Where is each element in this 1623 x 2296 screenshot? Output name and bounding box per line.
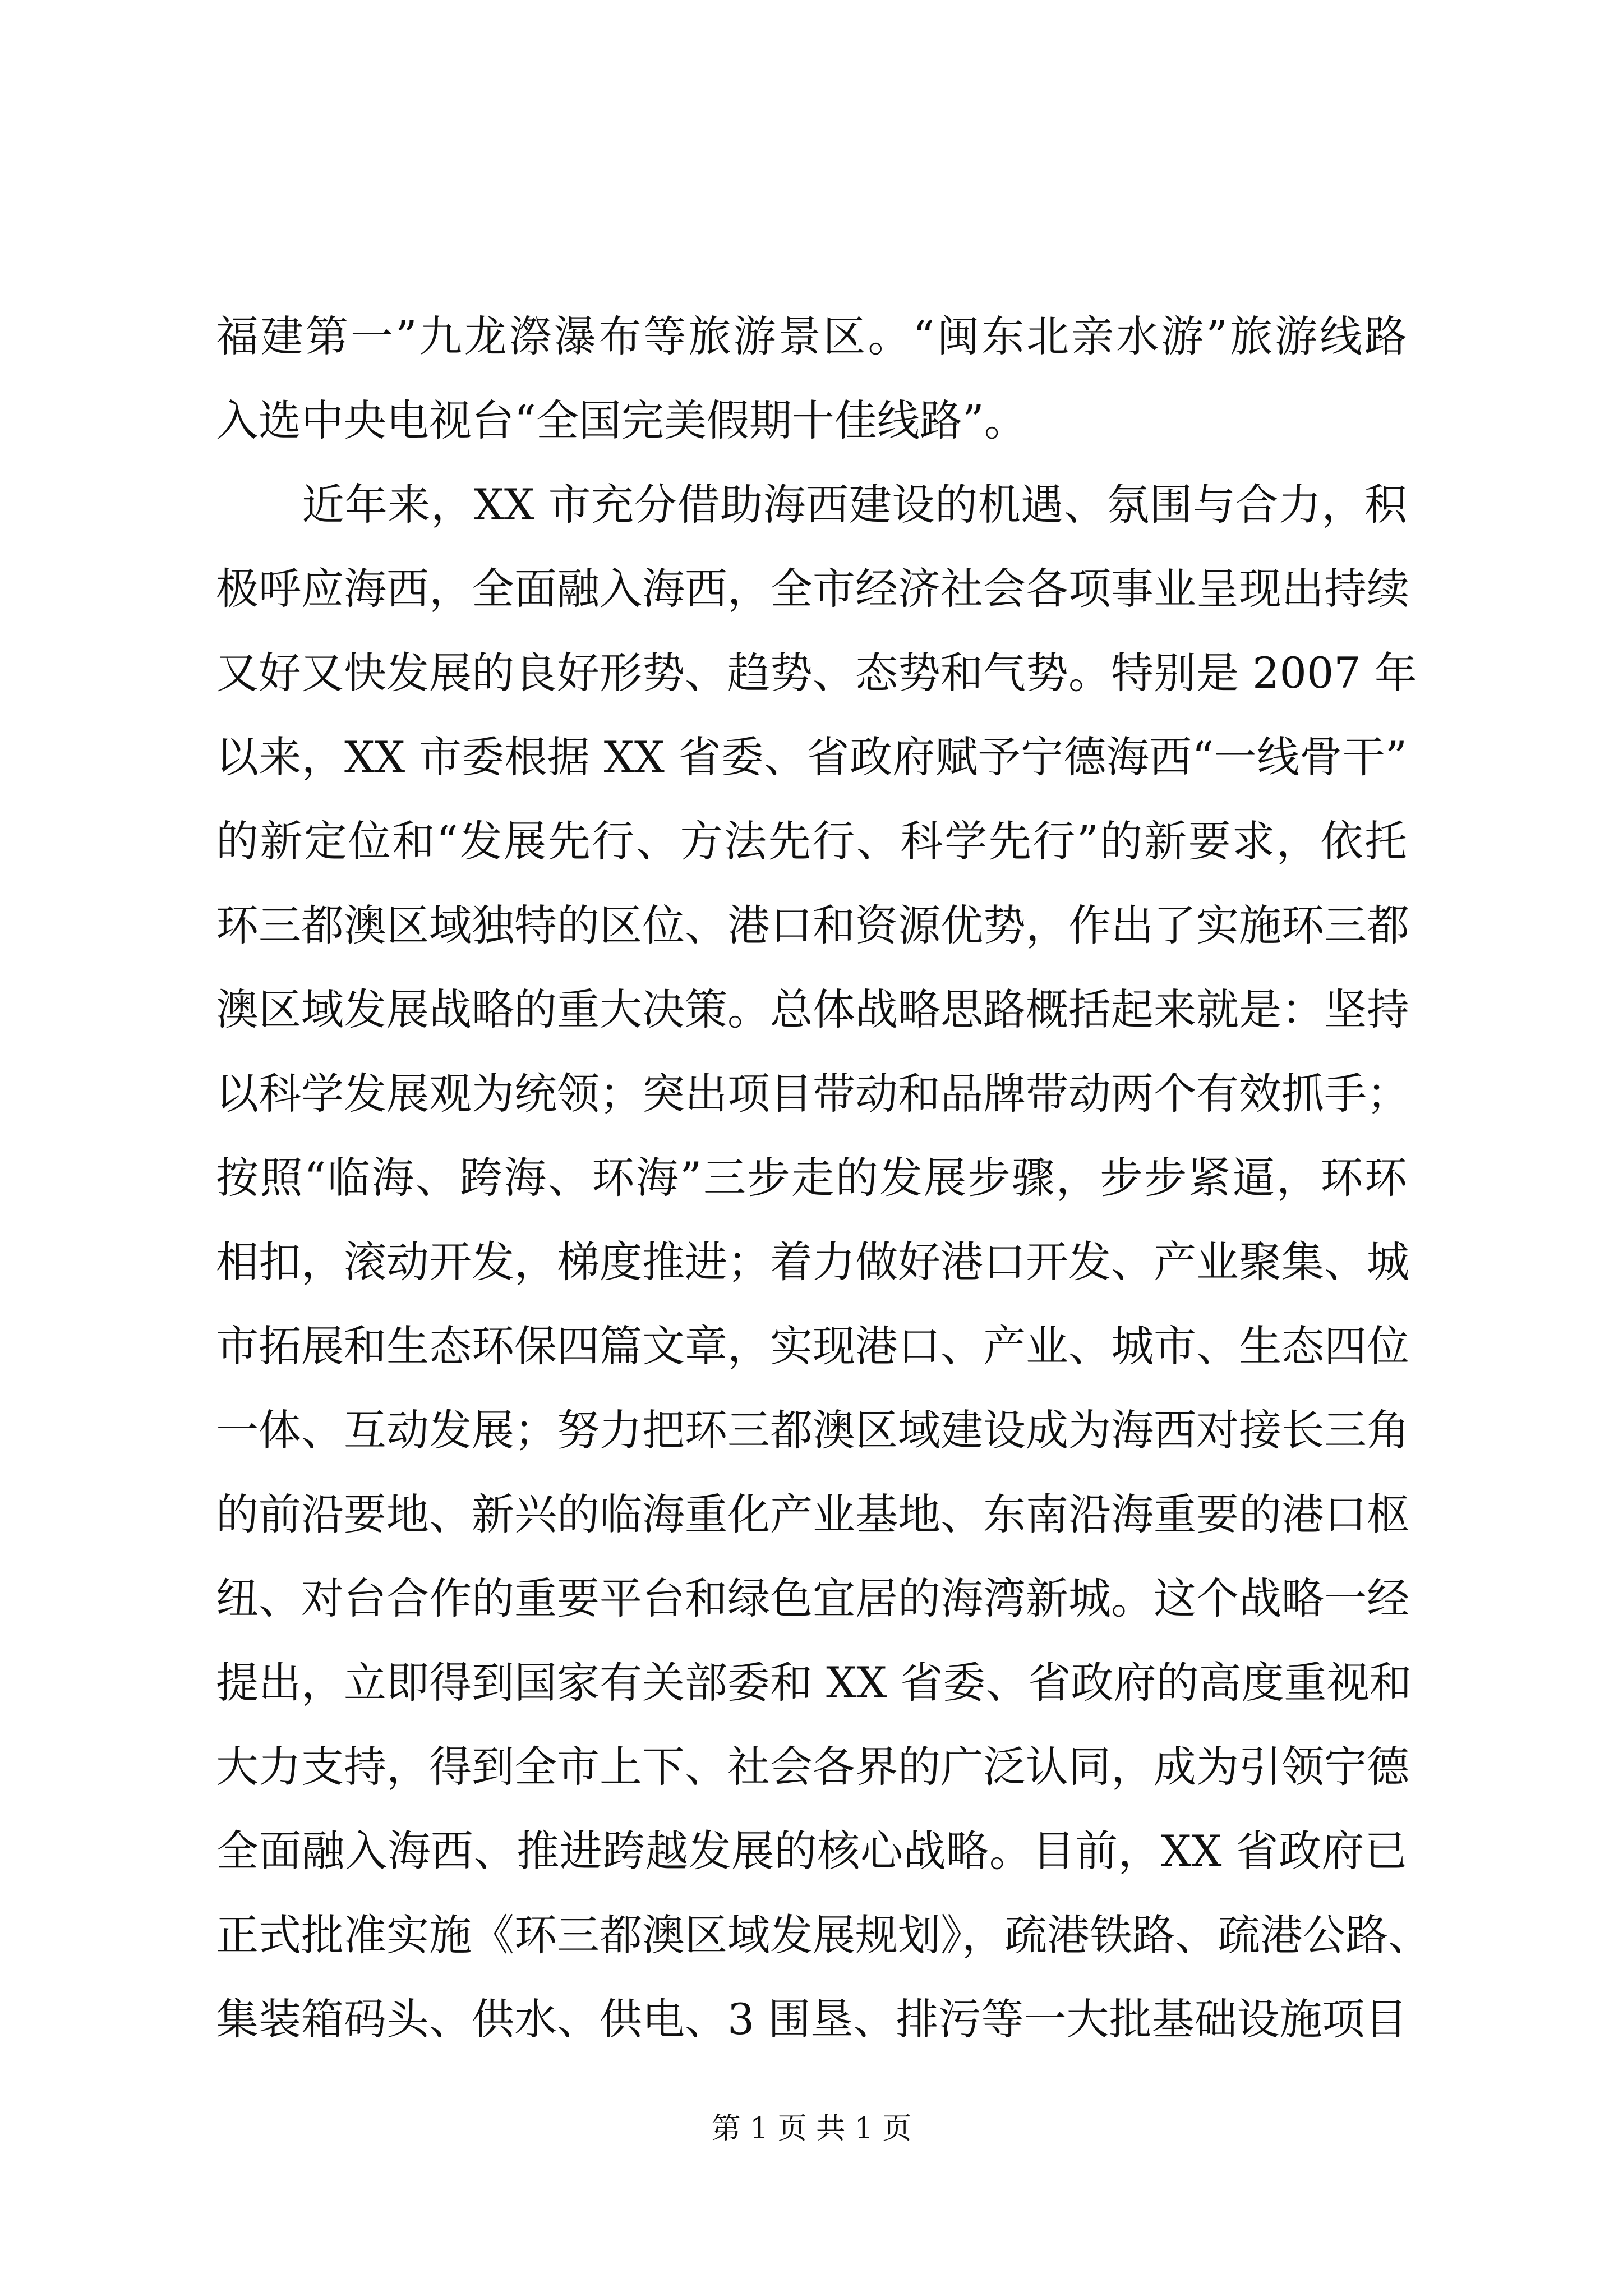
text-line: 按照“临海、跨海、环海”三步走的发展步骤，步步紧逼，环环: [216, 1153, 1407, 1203]
text-line: 以科学发展观为统领；突出项目带动和品牌带动两个有效抓手；: [216, 1069, 1409, 1119]
text-line: 提出，立即得到国家有关部委和 XX 省委、省政府的高度重视和: [216, 1658, 1412, 1708]
text-line: 一体、互动发展；努力把环三都澳区域建设成为海西对接长三角: [216, 1405, 1409, 1455]
text-line: 市拓展和生态环保四篇文章，实现港口、产业、城市、生态四位: [216, 1321, 1409, 1371]
text-line: 全面融入海西、推进跨越发展的核心战略。目前，XX 省政府已: [216, 1826, 1407, 1876]
text-line: 纽、对台合作的重要平台和绿色宜居的海湾新城。这个战略一经: [216, 1573, 1409, 1623]
text-line: 又好又快发展的良好形势、趋势、态势和气势。特别是 2007 年: [216, 648, 1417, 698]
text-line: 以来，XX 市委根据 XX 省委、省政府赋予宁德海西“一线骨干”: [216, 732, 1407, 782]
text-line: 的前沿要地、新兴的临海重化产业基地、东南沿海重要的港口枢: [216, 1489, 1409, 1539]
text-line: 正式批准实施《环三都澳区域发展规划》，疏港铁路、疏港公路、: [216, 1910, 1431, 1960]
text-line: 相扣，滚动开发，梯度推进；着力做好港口开发、产业聚集、城: [216, 1237, 1409, 1287]
text-line: 大力支持，得到全市上下、社会各界的广泛认同，成为引领宁德: [216, 1742, 1409, 1792]
text-line: 集装箱码头、供水、供电、3 围垦、排污等一大批基础设施项目: [216, 1994, 1408, 2044]
page-footer: [0, 2109, 1623, 2148]
body-text: [216, 295, 1431, 2062]
text-line: 澳区域发展战略的重大决策。总体战略思路概括起来就是：坚持: [216, 984, 1409, 1034]
text-line: 的新定位和“发展先行、方法先行、科学先行”的新要求，依托: [216, 816, 1407, 866]
text-line: 极呼应海西，全面融入海西，全市经济社会各项事业呈现出持续: [216, 564, 1409, 614]
text-line: 入选中央电视台“全国完美假期十佳线路”。: [216, 395, 1027, 445]
page-number-label: 第 1 页 共 1 页: [711, 2112, 912, 2146]
text-line: 环三都澳区域独特的区位、港口和资源优势，作出了实施环三都: [216, 900, 1409, 950]
text-line: 福建第一”九龙漈瀑布等旅游景区。“闽东北亲水游”旅游线路: [216, 311, 1407, 361]
text-line: 近年来，XX 市充分借助海西建设的机遇、氛围与合力，积: [216, 480, 1407, 530]
